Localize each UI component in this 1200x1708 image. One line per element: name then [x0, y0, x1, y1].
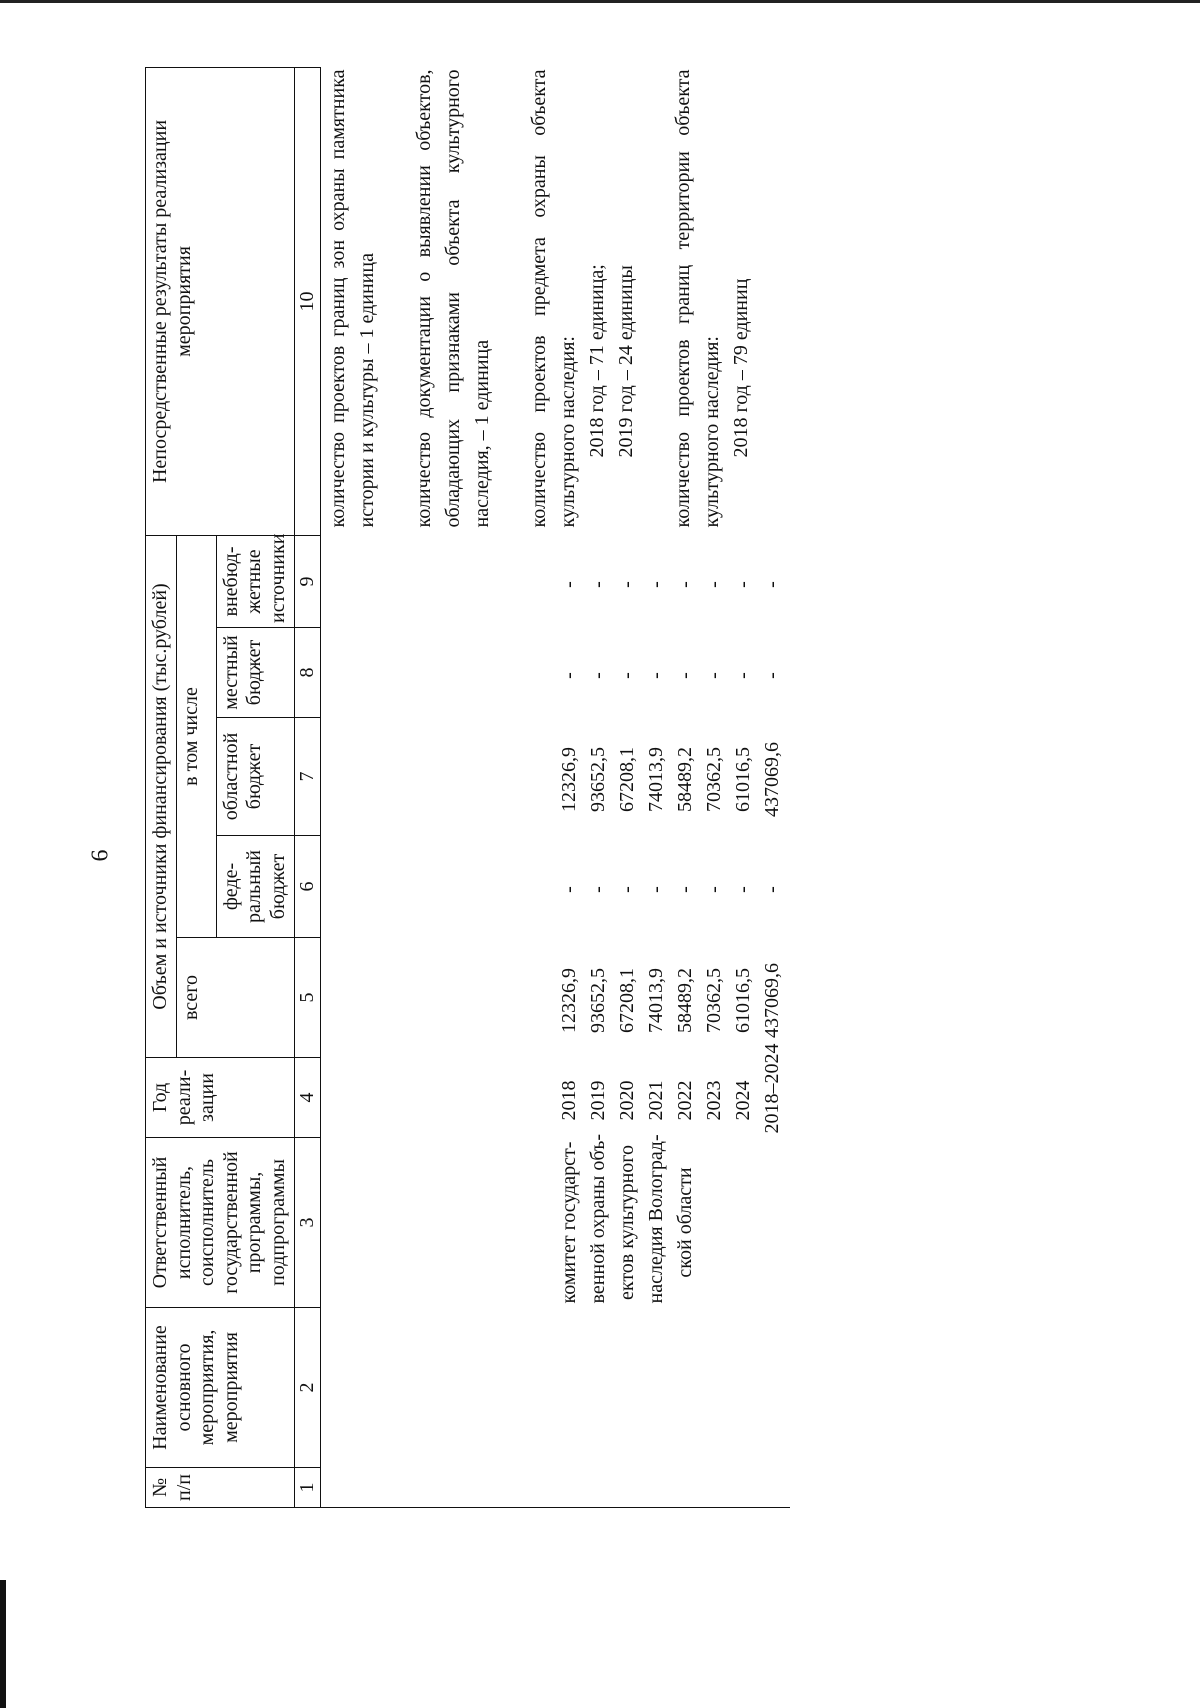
total-value: 70362,5 — [703, 968, 726, 1033]
regional-cell — [321, 718, 791, 836]
regional-value: 70362,5 — [703, 747, 726, 812]
federal-value: - — [761, 886, 784, 893]
result-item-3 — [525, 69, 641, 527]
in-that-header: в том числе — [176, 535, 216, 937]
regional-value: 93652,5 — [587, 747, 610, 812]
year-value: 2018 — [558, 1080, 581, 1121]
data-row — [321, 67, 791, 1507]
offbudget-cell — [321, 535, 791, 627]
total-value: 74013,9 — [645, 968, 668, 1033]
local-value: - — [761, 672, 784, 679]
local-cell — [321, 628, 791, 718]
year-value: 2021 — [645, 1080, 668, 1121]
col-num-5: 5 — [294, 938, 321, 1058]
result-item-4 — [669, 69, 756, 527]
rotated-table-sheet — [145, 68, 1145, 1508]
col-results-header: Непосредственные результаты реализации мероприятия — [146, 67, 295, 535]
year-value: 2018–2024 — [761, 1043, 784, 1134]
federal-value: - — [645, 886, 668, 893]
total-value: 67208,1 — [616, 968, 639, 1033]
regional-value: 12326,9 — [558, 747, 581, 812]
regional-value: 67208,1 — [616, 747, 639, 812]
federal-value: - — [674, 886, 697, 893]
federal-cell — [321, 836, 791, 938]
federal-value: - — [703, 886, 726, 893]
header-row-1 — [146, 67, 177, 1507]
year-value: 2022 — [674, 1080, 697, 1121]
col-offbudget-header: внебюд- жетные источники — [216, 535, 294, 627]
column-numbers-row — [294, 67, 321, 1507]
executor-line: наследия Волоград- — [645, 1134, 668, 1304]
col-name-header: Наименование основного мероприятия, мероприятия — [146, 1308, 295, 1468]
funding-group-header: Объем и источники финансирования (тыс.рублей) — [146, 535, 177, 1057]
col-num-2: 2 — [294, 1308, 321, 1468]
col-executor-header: Ответственный исполнитель, соисполнитель государственной программы, подпрограммы — [146, 1138, 295, 1308]
executor-line: венной охраны объ- — [587, 1133, 610, 1304]
row-number-cell — [321, 1468, 791, 1508]
col-federal-header: феде- ральный бюджет — [216, 836, 294, 938]
offbudget-value: - — [732, 581, 755, 588]
local-value: - — [645, 672, 668, 679]
executor-line: комитет государст- — [558, 1141, 581, 1304]
col-num-1: 1 — [294, 1468, 321, 1508]
col-num-8: 8 — [294, 628, 321, 718]
scan-top-edge — [0, 0, 1200, 3]
row-name-cell — [321, 1308, 791, 1468]
result-item-2: количество документации о выявлении объектов, обладающих признаками объекта культурного наследия, – 1 единица — [413, 69, 494, 528]
result-3-intro: количество проектов предмета охраны объекта культурного наследия: — [528, 69, 580, 528]
result-3-line-1: 2018 год – 71 единица; — [586, 264, 609, 458]
col-num-9: 9 — [294, 535, 321, 627]
year-value: 2020 — [616, 1080, 639, 1121]
year-value: 2024 — [732, 1080, 755, 1121]
offbudget-value: - — [645, 581, 668, 588]
col-num-7: 7 — [294, 718, 321, 836]
regional-value: 58489,2 — [674, 747, 697, 812]
local-value: - — [703, 672, 726, 679]
page-number: 6 — [87, 849, 114, 862]
total-value: 12326,9 — [558, 968, 581, 1033]
col-num-3: 3 — [294, 1138, 321, 1308]
executor-cell — [321, 1133, 791, 1308]
offbudget-value: - — [761, 581, 784, 588]
local-value: - — [732, 672, 755, 679]
offbudget-value: - — [558, 581, 581, 588]
result-4-line-1: 2018 год – 79 единиц — [730, 278, 753, 458]
total-value: 58489,2 — [674, 968, 697, 1033]
regional-value: 61016,5 — [732, 747, 755, 812]
col-num-10: 10 — [294, 67, 321, 535]
federal-value: - — [587, 886, 610, 893]
executor-line: ектов культурного — [616, 1144, 639, 1301]
col-regional-header: областной бюджет — [216, 718, 294, 836]
col-year-header: Год реали- зации — [146, 1058, 295, 1138]
year-value: 2019 — [587, 1080, 610, 1121]
local-value: - — [558, 672, 581, 679]
regional-value: 74013,9 — [645, 747, 668, 812]
col-total-header: всего — [176, 938, 294, 1058]
offbudget-value: - — [674, 581, 697, 588]
offbudget-value: - — [587, 581, 610, 588]
scan-left-edge — [0, 1580, 6, 1708]
result-3-line-2: 2019 год – 24 единицы — [615, 265, 638, 458]
offbudget-value: - — [703, 581, 726, 588]
funding-table — [145, 67, 790, 1508]
col-num-4: 4 — [294, 1058, 321, 1138]
result-item-1: количество проектов границ зон охраны памятника истории и культуры – 1 единица — [327, 69, 379, 528]
total-value: 61016,5 — [732, 968, 755, 1033]
federal-value: - — [732, 886, 755, 893]
total-value: 93652,5 — [587, 968, 610, 1033]
federal-value: - — [558, 886, 581, 893]
result-4-intro: количество проектов границ территории объекта культурного наследия: — [672, 69, 724, 528]
local-value: - — [587, 672, 610, 679]
col-local-header: местный бюджет — [216, 628, 294, 718]
col-num-6: 6 — [294, 836, 321, 938]
year-value: 2023 — [703, 1080, 726, 1121]
results-cell — [321, 67, 791, 535]
total-value: 437069,6 — [761, 963, 784, 1038]
local-value: - — [674, 672, 697, 679]
local-value: - — [616, 672, 639, 679]
col-number-header: № п/п — [146, 1468, 295, 1508]
total-cell — [321, 938, 791, 1058]
years-cell — [321, 1043, 791, 1138]
executor-line: ской области — [674, 1167, 697, 1278]
offbudget-value: - — [616, 581, 639, 588]
federal-value: - — [616, 886, 639, 893]
regional-value: 437069,6 — [761, 742, 784, 817]
